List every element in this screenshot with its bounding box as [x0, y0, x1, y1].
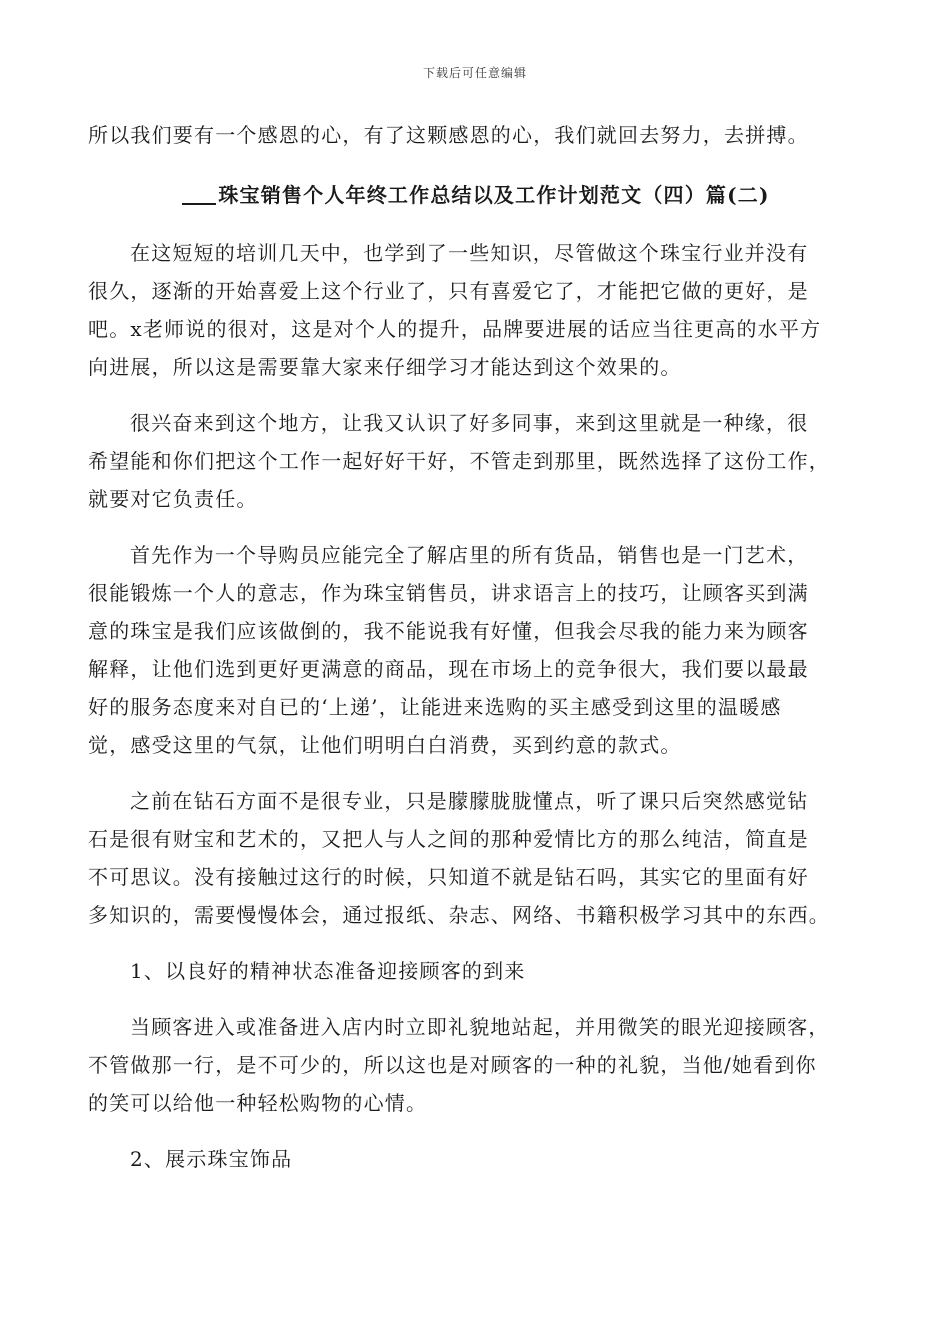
paragraph-line: 好的服务态度来对自已的‘上递’，让能进来选购的买主感受到这里的温暖感 [88, 695, 782, 719]
paragraph-line: 很能锻炼一个人的意志，作为珠宝销售员，讲求语言上的技巧，让顾客买到满 [88, 581, 809, 605]
paragraph [88, 952, 864, 990]
paragraph-line: 首先作为一个导购员应能完全了解店里的所有货品，销售也是一门艺术， [130, 543, 809, 567]
paragraph-line: 就要对它负责任。 [88, 487, 258, 511]
paragraph-line: 意的珠宝是我们应该做倒的，我不能说我有好懂，但我会尽我的能力来为顾客 [88, 619, 809, 643]
paragraph-line: 在这短短的培训几天中，也学到了一些知识，尽管做这个珠宝行业并没有 [130, 241, 809, 265]
paragraph-line: 解释，让他们选到更好更满意的商品，现在市场上的竞争很大，我们要以最最 [88, 657, 809, 681]
paragraph-line: 向进展，所以这是需要靠大家来仔细学习才能达到这个效果的。 [88, 355, 682, 379]
title-blank [182, 183, 216, 205]
paragraph [88, 404, 864, 518]
paragraph-line: 吧。x老师说的很对，这是对个人的提升，品牌要进展的话应当往更高的水平方 [88, 317, 822, 341]
paragraph-line: 多知识的，需要慢慢体会，通过报纸、杂志、网络、书籍积极学习其中的东西。 [88, 903, 830, 927]
paragraph-line: 的笑可以给他一种轻松购物的心情。 [88, 1091, 428, 1115]
paragraph-line: 希望能和你们把这个工作一起好好干好，不管走到那里，既然选择了这份工作， [88, 449, 830, 473]
paragraph-line: 不可思议。没有接触过这行的时候，只知道不就是钻石吗，其实它的里面有好 [88, 865, 809, 889]
paragraph [88, 782, 864, 934]
paragraph-line: 很兴奋来到这个地方，让我又认识了好多同事，来到这里就是一种缘，很 [130, 411, 809, 435]
paragraph-line: 觉，感受这里的气氛，让他们明明白白消费，买到约意的款式。 [88, 733, 682, 757]
intro-line: 所以我们要有一个感恩的心，有了这颗感恩的心，我们就回去努力，去拼搏。 [88, 123, 809, 147]
paragraph-line: 不管做那一行，是不可少的，所以这也是对顾客的一种的礼貌，当他/她看到你 [88, 1053, 817, 1077]
paragraph-line: 石是很有财宝和艺术的，又把人与人之间的那种爱情比方的那么纯洁，简直是 [88, 827, 809, 851]
paragraph-list [88, 234, 864, 1178]
document-body [88, 116, 864, 1196]
paragraph-line: 2、展示珠宝饰品 [130, 1147, 293, 1171]
title-text: 珠宝销售个人年终工作总结以及工作计划范文（四）篇(二) [218, 183, 770, 207]
paragraph-line: 1、以良好的精神状态准备迎接顾客的到来 [130, 959, 526, 983]
paragraph [88, 536, 864, 764]
paragraph [88, 1008, 864, 1122]
paragraph-line: 当顾客进入或准备进入店内时立即礼貌地站起，并用微笑的眼光迎接顾客， [130, 1015, 830, 1039]
paragraph-line: 很久，逐渐的开始喜爱上这个行业了，只有喜爱它了，才能把它做的更好，是 [88, 279, 809, 303]
document-title [88, 176, 864, 214]
paragraph [88, 1140, 864, 1178]
paragraph [88, 234, 864, 386]
paragraph-line: 之前在钻石方面不是很专业，只是朦朦胧胧懂点，听了课只后突然感觉钻 [130, 789, 809, 813]
header-note: 下载后可任意编辑 [422, 66, 527, 80]
